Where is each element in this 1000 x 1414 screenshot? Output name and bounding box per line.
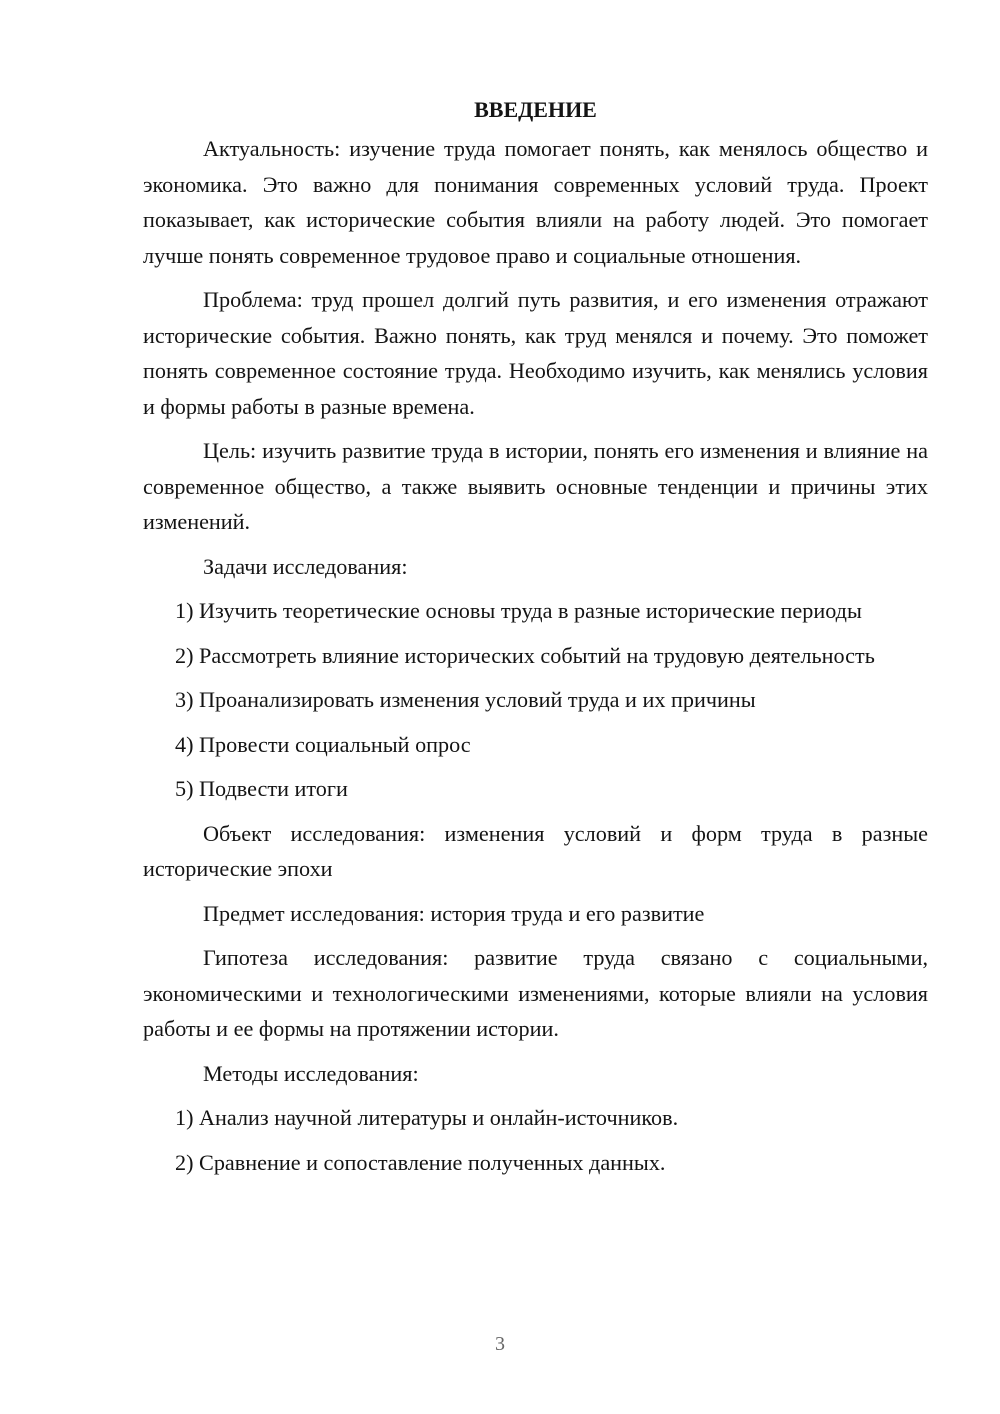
hypothesis-paragraph: Гипотеза исследования: развитие труда связано с социальными, экономическими и технологическими изменениями, которые влияли на условия работы и ее формы на протяжении истории.: [143, 945, 928, 1041]
tasks-label: Задачи исследования:: [203, 553, 408, 579]
task-item-2: 2) Рассмотреть влияние исторических событий на трудовую деятельность: [175, 642, 875, 668]
method-item-1: 1) Анализ научной литературы и онлайн-источников.: [175, 1105, 679, 1130]
task-item-1: 1) Изучить теоретические основы труда в разные исторические периоды: [175, 598, 862, 623]
subject-paragraph: Предмет исследования: история труда и его развитие: [203, 900, 705, 926]
page-number: 3: [495, 1333, 505, 1355]
document-page: [143, 92, 928, 1189]
relevance-paragraph: Актуальность: изучение труда помогает понять, как менялось общество и экономика. Это важно для понимания современных условий труда. Проект показывает, как исторические события влияли на работу людей. Это помогает лучше понять современное трудовое право и социальные отношения.: [143, 136, 928, 268]
page-title: ВВЕДЕНИЕ: [474, 97, 597, 122]
goal-paragraph: Цель: изучить развитие труда в истории, понять его изменения и влияние на современное общество, а также выявить основные тенденции и причины этих изменений.: [143, 438, 928, 534]
task-item-3: 3) Проанализировать изменения условий труда и их причины: [175, 687, 756, 712]
problem-paragraph: Проблема: труд прошел долгий путь развития, и его изменения отражают исторические события. Важно понять, как труд менялся и почему. Это поможет понять современное состояние труда. Необходимо изучить, как менялись условия и формы работы в разные времена.: [143, 287, 928, 419]
method-item-2: 2) Сравнение и сопоставление полученных данных.: [175, 1149, 666, 1175]
task-item-5: 5) Подвести итоги: [175, 776, 348, 801]
methods-label: Методы исследования:: [203, 1060, 419, 1086]
task-item-4: 4) Провести социальный опрос: [175, 731, 471, 757]
object-paragraph: Объект исследования: изменения условий и форм труда в разные исторические эпохи: [143, 820, 928, 881]
